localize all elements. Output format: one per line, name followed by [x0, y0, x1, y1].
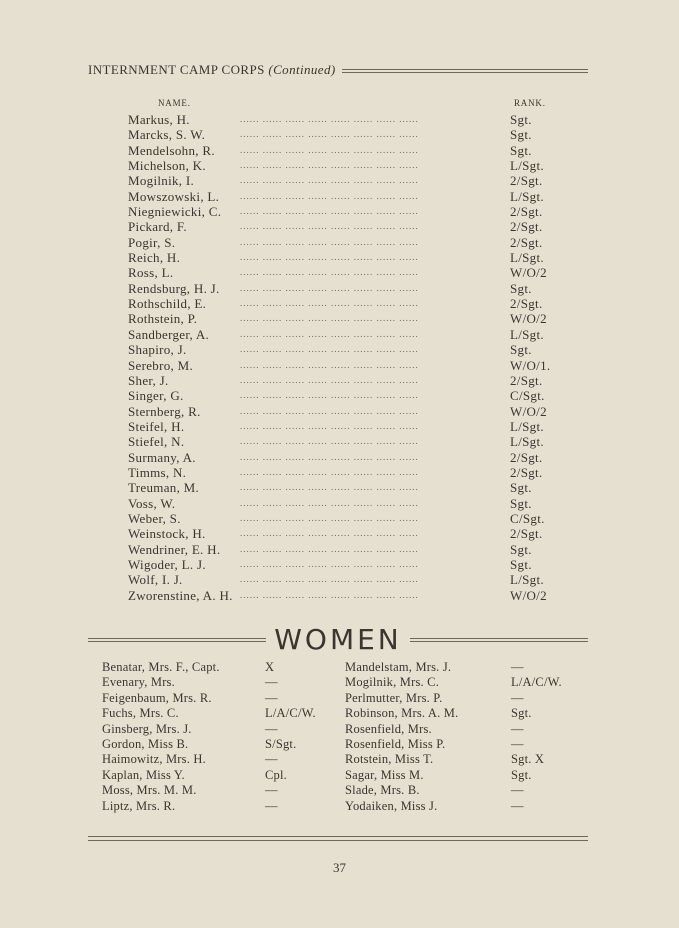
- member-rank: 2/Sgt.: [510, 296, 543, 312]
- member-rank: L/Sgt.: [510, 158, 544, 174]
- member-name: Mogilnik, I.: [128, 173, 195, 189]
- member-rank: 2/Sgt.: [510, 464, 543, 480]
- page-number: 37: [333, 860, 346, 875]
- roster-row: [102, 768, 338, 783]
- member-name: Ross, L.: [128, 265, 174, 281]
- leader-dots: ...... ...... ...... ...... ...... ...... ...... ......: [240, 558, 419, 569]
- member-name: Kaplan, Miss Y.: [102, 767, 185, 782]
- member-rank: 2/Sgt.: [510, 526, 543, 542]
- member-name: Yodaiken, Miss J.: [345, 798, 438, 813]
- roster-row: [345, 799, 590, 814]
- member-rank: Sgt.: [510, 556, 532, 572]
- leader-dots: ...... ...... ...... ...... ...... ...... ...... ......: [240, 175, 419, 186]
- column-heading-name: NAME.: [158, 98, 191, 108]
- member-rank: Sgt.: [510, 480, 532, 496]
- roster-row: [128, 557, 568, 572]
- header-title: [88, 62, 336, 78]
- member-name: Perlmutter, Mrs. P.: [345, 690, 443, 705]
- member-name: Rosenfield, Miss P.: [345, 736, 446, 751]
- member-rank: L/Sgt.: [510, 434, 544, 450]
- roster-row: [128, 204, 568, 219]
- roster-row: [128, 404, 568, 419]
- roster-row: [102, 752, 338, 767]
- member-name: Sandberger, A.: [128, 326, 210, 342]
- roster-row: [128, 511, 568, 526]
- roster-row: [128, 388, 568, 403]
- member-rank: Sgt.: [510, 112, 532, 127]
- member-name: Zworenstine, A. H.: [128, 587, 233, 603]
- header-title-text: INTERNMENT CAMP CORPS: [88, 62, 265, 77]
- leader-dots: ...... ...... ...... ...... ...... ...... ...... ......: [240, 420, 419, 431]
- member-name: Evenary, Mrs.: [102, 675, 175, 690]
- roster-row: [102, 706, 338, 721]
- member-name: Shapiro, J.: [128, 342, 187, 358]
- member-rank: W/O/2: [510, 265, 547, 281]
- member-name: Haimowitz, Mrs. H.: [102, 752, 206, 767]
- member-rank: 2/Sgt.: [510, 219, 543, 235]
- member-name: Niegniewicki, C.: [128, 204, 222, 220]
- member-rank: 2/Sgt.: [510, 234, 543, 250]
- leader-dots: ...... ...... ...... ...... ...... ...... ...... ......: [240, 543, 419, 554]
- member-rank: Sgt.: [510, 142, 532, 158]
- roster-row: [128, 358, 568, 373]
- leader-dots: ...... ...... ...... ...... ...... ...... ...... ......: [240, 374, 419, 385]
- roster-row: [345, 675, 590, 690]
- member-rank: —: [265, 752, 278, 767]
- leader-dots: ...... ...... ...... ...... ...... ...... ...... ......: [240, 313, 419, 324]
- member-rank: L/Sgt.: [510, 250, 544, 266]
- member-name: Robinson, Mrs. A. M.: [345, 706, 459, 721]
- roster-row: [102, 660, 338, 675]
- member-rank: L/Sgt.: [510, 418, 544, 434]
- leader-dots: ...... ...... ...... ...... ...... ...... ...... ......: [240, 282, 419, 293]
- leader-dots: ...... ...... ...... ...... ...... ...... ...... ......: [240, 267, 419, 278]
- member-rank: —: [265, 798, 278, 813]
- leader-dots: ...... ...... ...... ...... ...... ...... ...... ......: [240, 528, 419, 539]
- member-name: Surmany, A.: [128, 449, 196, 465]
- member-name: Sternberg, R.: [128, 403, 201, 419]
- member-rank: S/Sgt.: [265, 736, 297, 751]
- member-name: Mendelsohn, R.: [128, 142, 215, 158]
- member-rank: Sgt.: [511, 767, 532, 782]
- men-roster-list: [128, 112, 568, 603]
- member-rank: Sgt. X: [511, 752, 545, 767]
- roster-row: [102, 691, 338, 706]
- roster-row: [102, 783, 338, 798]
- member-rank: 2/Sgt.: [510, 204, 543, 220]
- roster-row: [128, 480, 568, 495]
- member-name: Singer, G.: [128, 388, 184, 404]
- roster-row: [345, 737, 590, 752]
- leader-dots: ...... ...... ...... ...... ...... ...... ...... ......: [240, 144, 419, 155]
- leader-dots: ...... ...... ...... ...... ...... ...... ...... ......: [240, 405, 419, 416]
- roster-row: [128, 127, 568, 142]
- roster-row: [128, 296, 568, 311]
- member-rank: Sgt.: [510, 342, 532, 358]
- member-rank: Cpl.: [265, 767, 287, 782]
- leader-dots: ...... ...... ...... ...... ...... ...... ...... ......: [240, 129, 419, 140]
- member-name: Markus, H.: [128, 112, 190, 127]
- women-rule-left: [88, 638, 266, 642]
- roster-row: [345, 706, 590, 721]
- header-continued: (Continued): [268, 62, 336, 77]
- leader-dots: ...... ...... ...... ...... ...... ...... ...... ......: [240, 574, 419, 585]
- member-rank: L/A/C/W.: [511, 675, 562, 690]
- roster-row: [345, 783, 590, 798]
- member-rank: Sgt.: [510, 127, 532, 143]
- leader-dots: ...... ...... ...... ...... ...... ...... ...... ......: [240, 206, 419, 217]
- roster-row: [128, 158, 568, 173]
- roster-row: [128, 281, 568, 296]
- member-rank: —: [511, 783, 524, 798]
- roster-row: [128, 342, 568, 357]
- member-name: Rothschild, E.: [128, 296, 207, 312]
- women-title: WOMEN: [274, 623, 402, 656]
- member-rank: —: [265, 690, 278, 705]
- roster-row: [128, 572, 568, 587]
- member-rank: —: [265, 721, 278, 736]
- roster-row: [102, 722, 338, 737]
- member-name: Steifel, H.: [128, 418, 185, 434]
- member-name: Benatar, Mrs. F., Capt.: [102, 660, 220, 674]
- member-rank: X: [265, 660, 275, 674]
- member-rank: —: [511, 690, 524, 705]
- member-name: Voss, W.: [128, 495, 176, 511]
- member-name: Sagar, Miss M.: [345, 767, 424, 782]
- member-rank: 2/Sgt.: [510, 372, 543, 388]
- leader-dots: ...... ...... ...... ...... ...... ...... ...... ......: [240, 390, 419, 401]
- member-rank: —: [511, 798, 524, 813]
- member-rank: 2/Sgt.: [510, 449, 543, 465]
- member-name: Michelson, K.: [128, 158, 206, 174]
- member-name: Mowszowski, L.: [128, 188, 220, 204]
- leader-dots: ...... ...... ...... ...... ...... ...... ...... ......: [240, 466, 419, 477]
- roster-row: [128, 526, 568, 541]
- leader-dots: ...... ...... ...... ...... ...... ...... ...... ......: [240, 497, 419, 508]
- column-heading-rank: RANK.: [514, 98, 546, 108]
- member-name: Liptz, Mrs. R.: [102, 798, 176, 813]
- women-section-header: [88, 623, 588, 656]
- leader-dots: ...... ...... ...... ...... ...... ...... ...... ......: [240, 451, 419, 462]
- roster-row: [128, 311, 568, 326]
- leader-dots: ...... ...... ...... ...... ...... ...... ...... ......: [240, 436, 419, 447]
- roster-row: [128, 588, 568, 603]
- member-name: Ginsberg, Mrs. J.: [102, 721, 192, 736]
- roster-row: [128, 235, 568, 250]
- member-name: Serebro, M.: [128, 357, 194, 373]
- leader-dots: ...... ...... ...... ...... ...... ...... ...... ......: [240, 328, 419, 339]
- member-name: Fuchs, Mrs. C.: [102, 706, 179, 721]
- member-name: Pickard, F.: [128, 219, 187, 235]
- member-name: Weber, S.: [128, 510, 181, 526]
- section-header: [88, 62, 588, 78]
- leader-dots: ...... ...... ...... ...... ...... ...... ...... ......: [240, 221, 419, 232]
- roster-row: [128, 219, 568, 234]
- member-rank: L/Sgt.: [510, 572, 544, 588]
- roster-row: [128, 250, 568, 265]
- header-rule: [342, 69, 588, 73]
- member-rank: —: [511, 660, 524, 674]
- roster-row: [102, 737, 338, 752]
- member-name: Gordon, Miss B.: [102, 736, 189, 751]
- member-rank: —: [511, 736, 524, 751]
- leader-dots: ...... ...... ...... ...... ...... ...... ...... ......: [240, 482, 419, 493]
- women-rule-right: [410, 638, 588, 642]
- roster-row: [128, 450, 568, 465]
- member-name: Treuman, M.: [128, 480, 200, 496]
- member-rank: W/O/2: [510, 587, 547, 603]
- leader-dots: ...... ...... ...... ...... ...... ...... ...... ......: [240, 344, 419, 355]
- roster-row: [102, 799, 338, 814]
- member-rank: —: [511, 721, 524, 736]
- roster-row: [128, 434, 568, 449]
- member-name: Rothstein, P.: [128, 311, 198, 327]
- member-rank: L/A/C/W.: [265, 706, 316, 721]
- member-name: Mandelstam, Mrs. J.: [345, 660, 452, 674]
- leader-dots: ...... ...... ...... ...... ...... ...... ...... ......: [240, 252, 419, 263]
- roster-row: [128, 465, 568, 480]
- leader-dots: ...... ...... ...... ...... ...... ...... ...... ......: [240, 190, 419, 201]
- member-rank: L/Sgt.: [510, 188, 544, 204]
- member-name: Wendriner, E. H.: [128, 541, 221, 557]
- roster-row: [128, 419, 568, 434]
- leader-dots: ...... ...... ...... ...... ...... ...... ...... ......: [240, 589, 419, 600]
- member-rank: —: [265, 783, 278, 798]
- roster-row: [128, 143, 568, 158]
- member-name: Weinstock, H.: [128, 526, 206, 542]
- member-rank: Sgt.: [510, 280, 532, 296]
- member-name: Feigenbaum, Mrs. R.: [102, 690, 212, 705]
- member-rank: 2/Sgt.: [510, 173, 543, 189]
- leader-dots: ...... ...... ...... ...... ...... ...... ...... ......: [240, 359, 419, 370]
- member-name: Sher, J.: [128, 372, 169, 388]
- leader-dots: ...... ...... ...... ...... ...... ...... ...... ......: [240, 236, 419, 247]
- roster-row: [128, 496, 568, 511]
- roster-row: [128, 189, 568, 204]
- leader-dots: ...... ...... ...... ...... ...... ...... ...... ......: [240, 512, 419, 523]
- roster-row: [345, 660, 590, 675]
- women-roster-left-column: [102, 660, 338, 814]
- member-rank: C/Sgt.: [510, 388, 545, 404]
- member-rank: C/Sgt.: [510, 510, 545, 526]
- member-rank: —: [265, 675, 278, 690]
- member-name: Wigoder, L. J.: [128, 556, 206, 572]
- women-roster-right-column: [345, 660, 590, 814]
- roster-row: [128, 265, 568, 280]
- member-rank: W/O/2: [510, 311, 547, 327]
- member-name: Moss, Mrs. M. M.: [102, 783, 197, 798]
- member-rank: W/O/1.: [510, 357, 551, 373]
- roster-row: [128, 112, 568, 127]
- member-name: Pogir, S.: [128, 234, 176, 250]
- member-rank: Sgt.: [510, 541, 532, 557]
- roster-row: [128, 542, 568, 557]
- roster-row: [128, 373, 568, 388]
- member-name: Marcks, S. W.: [128, 127, 206, 143]
- member-rank: Sgt.: [510, 495, 532, 511]
- member-name: Wolf, I. J.: [128, 572, 183, 588]
- roster-row: [345, 691, 590, 706]
- member-name: Rotstein, Miss T.: [345, 752, 434, 767]
- member-rank: L/Sgt.: [510, 326, 544, 342]
- member-rank: W/O/2: [510, 403, 547, 419]
- roster-row: [345, 768, 590, 783]
- member-name: Rosenfield, Mrs.: [345, 721, 432, 736]
- leader-dots: ...... ...... ...... ...... ...... ...... ...... ......: [240, 298, 419, 309]
- roster-row: [128, 327, 568, 342]
- leader-dots: ...... ...... ...... ...... ...... ...... ...... ......: [240, 114, 419, 124]
- member-rank: Sgt.: [511, 706, 532, 721]
- bottom-rule: [88, 836, 588, 841]
- member-name: Timms, N.: [128, 464, 187, 480]
- member-name: Reich, H.: [128, 250, 181, 266]
- member-name: Rendsburg, H. J.: [128, 280, 220, 296]
- member-name: Stiefel, N.: [128, 434, 185, 450]
- member-name: Mogilnik, Mrs. C.: [345, 675, 440, 690]
- roster-row: [345, 752, 590, 767]
- roster-row: [102, 675, 338, 690]
- roster-row: [345, 722, 590, 737]
- roster-row: [128, 173, 568, 188]
- leader-dots: ...... ...... ...... ...... ...... ...... ...... ......: [240, 160, 419, 171]
- member-name: Slade, Mrs. B.: [345, 783, 420, 798]
